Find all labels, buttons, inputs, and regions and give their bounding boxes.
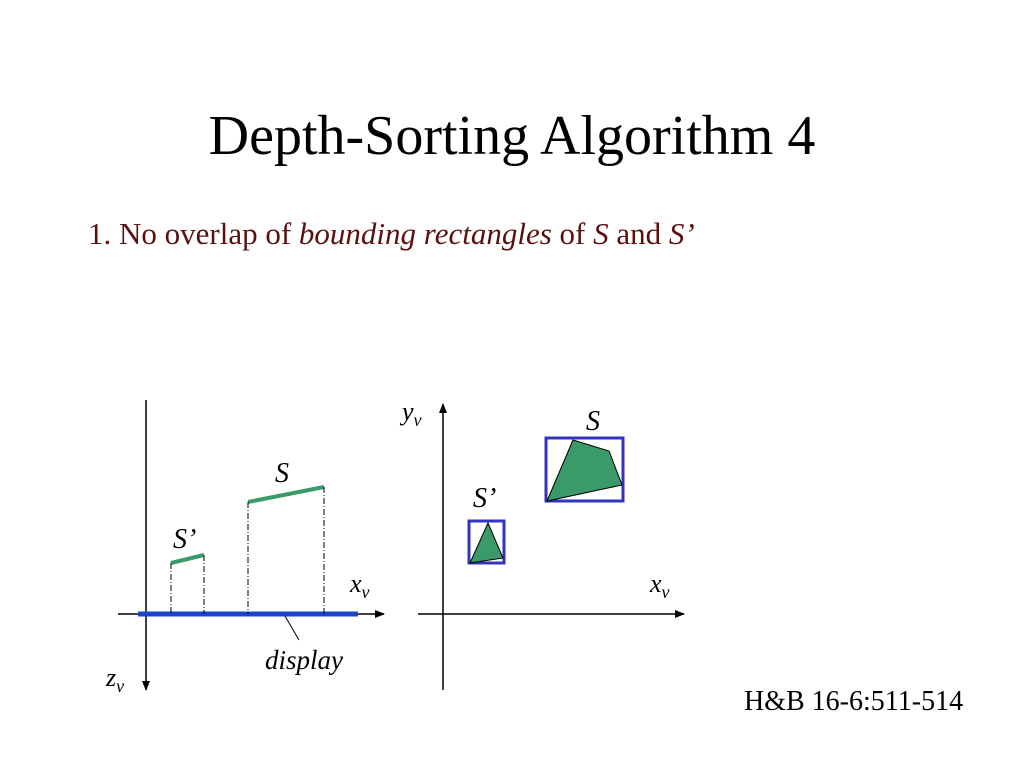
left-axis-x-label xyxy=(349,569,370,602)
left-label-s: S xyxy=(275,458,289,489)
right-axis-y-label xyxy=(399,397,422,430)
left-axis-z-label xyxy=(105,663,124,696)
axis-letter: y xyxy=(402,397,414,426)
axis-letter: x xyxy=(650,569,662,598)
display-pointer xyxy=(285,616,299,640)
polygon-s xyxy=(547,440,622,501)
axis-subscript: v xyxy=(116,676,125,696)
right-diagram xyxy=(399,397,684,690)
display-label: display xyxy=(265,645,343,675)
polygon-sprime xyxy=(470,523,503,563)
right-label-sprime: S’ xyxy=(473,483,497,514)
axis-letter: x xyxy=(350,569,362,598)
slide-title: Depth-Sorting Algorithm 4 xyxy=(208,105,816,167)
surface-s-edge xyxy=(248,487,324,502)
right-label-s: S xyxy=(586,406,600,437)
right-axis-x-label xyxy=(649,569,670,602)
surface-sprime-edge xyxy=(171,555,204,563)
bullet-number: 1. xyxy=(88,216,112,251)
bullet-surface-sprime: S’ xyxy=(668,216,695,251)
bullet-text-a: No overlap of xyxy=(119,216,292,251)
left-diagram xyxy=(105,400,384,696)
bullet-surface-s: S xyxy=(593,216,609,251)
axis-subscript: v xyxy=(361,582,370,602)
axis-subscript: v xyxy=(413,410,422,430)
bullet-text-c: and xyxy=(616,216,662,251)
axis-letter: z xyxy=(106,663,117,692)
bullet-text-b: of xyxy=(559,216,586,251)
left-label-sprime: S’ xyxy=(173,524,197,555)
axis-subscript: v xyxy=(661,582,670,602)
reference-citation: H&B 16-6:511-514 xyxy=(744,686,964,717)
bullet-emphasis: bounding rectangles xyxy=(298,216,552,251)
